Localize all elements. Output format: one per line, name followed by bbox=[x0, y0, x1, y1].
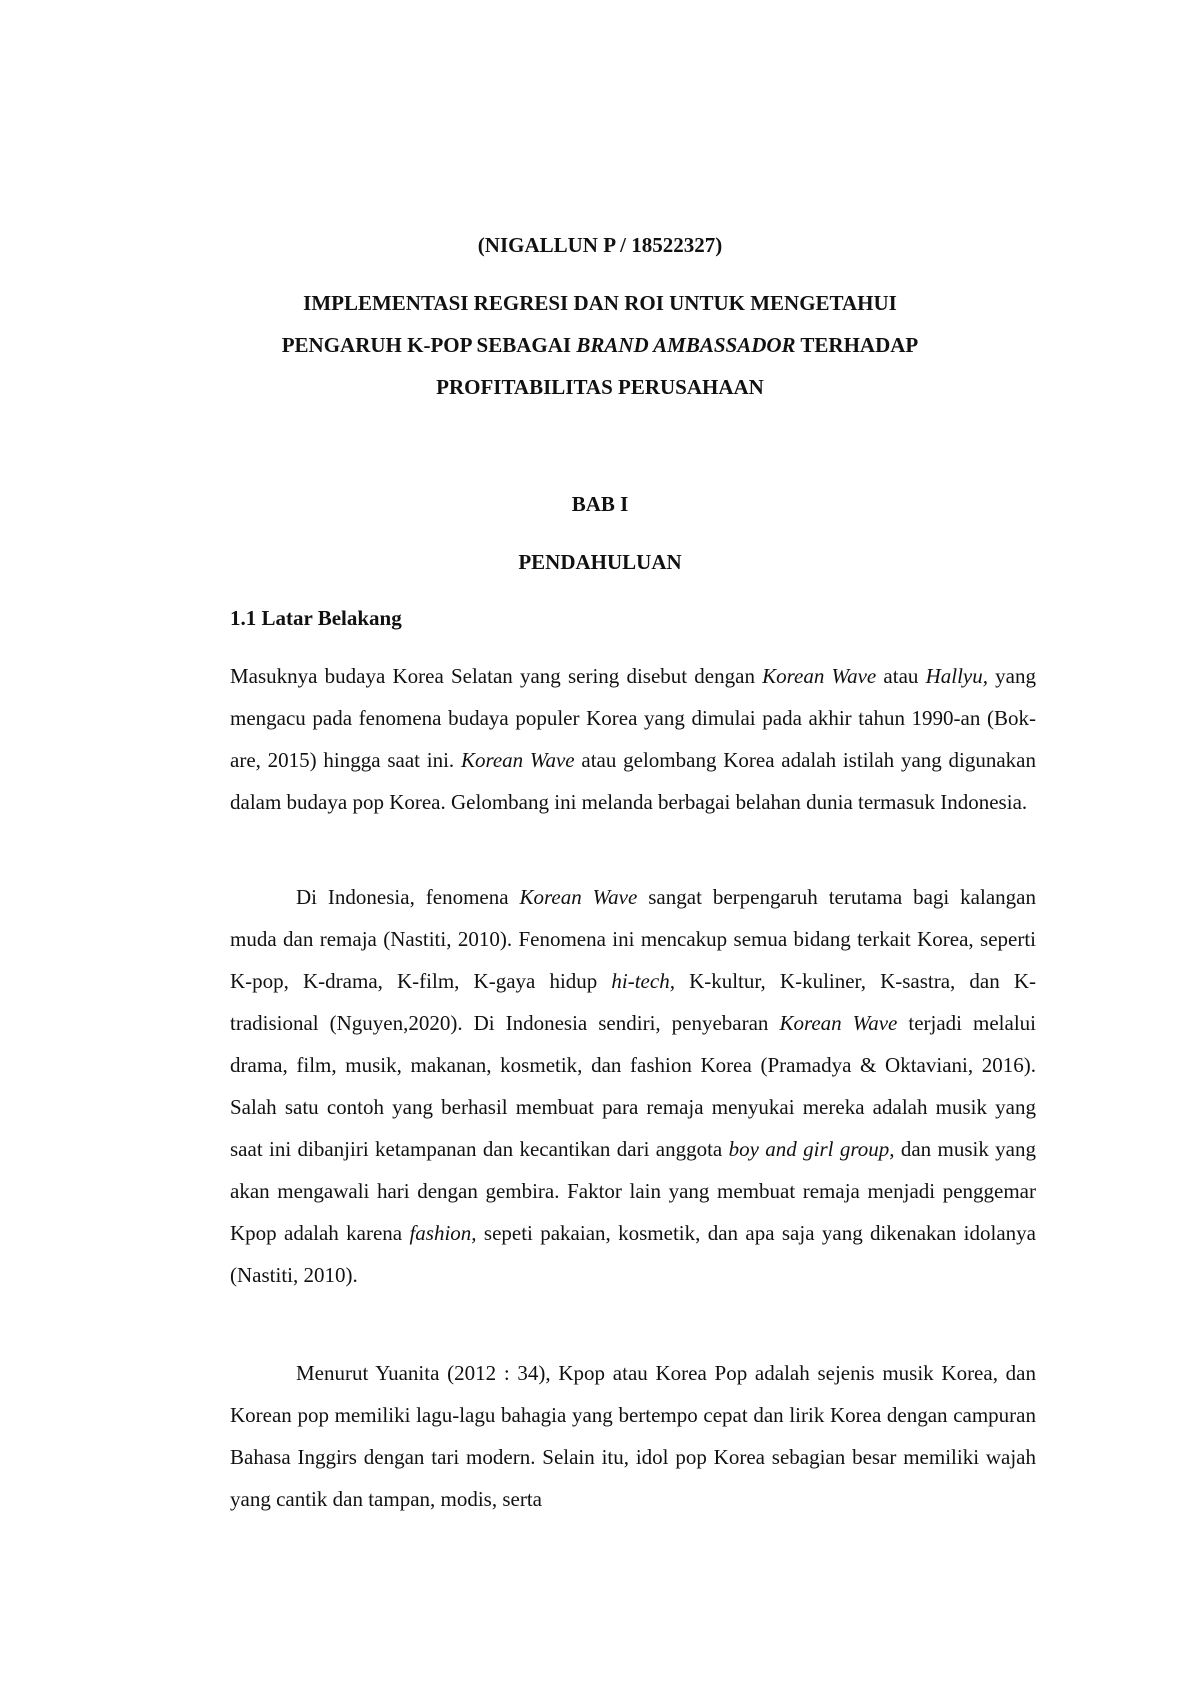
title-italic-term: BRAND AMBASSADOR bbox=[576, 333, 796, 357]
author-line: (NIGALLUN P / 18522327) bbox=[477, 233, 723, 257]
title-line-1: IMPLEMENTASI REGRESI DAN ROI UNTUK MENGETAHUI bbox=[303, 291, 897, 315]
title-line-2-text: PENGARUH K-POP SEBAGAI bbox=[281, 333, 577, 357]
document-title bbox=[150, 282, 1050, 408]
title-line-2-tail: TERHADAP bbox=[795, 333, 919, 357]
title-line-3: PROFITABILITAS PERUSAHAAN bbox=[436, 375, 764, 399]
paragraph-2: Di Indonesia, fenomena Korean Wave sangat berpengaruh terutama bagi kalangan muda dan remaja (Nastiti, 2010). Fenomena ini mencakup semua bidang terkait Korea, seperti K-pop, K-drama, K-film, K-gaya hidup hi-tech, K-kultur, K-kuliner, K-sastra, dan K-tradisional (Nguyen,2020). Di Indonesia sendiri, penyebaran Korean Wave terjadi melalui drama, film, musik, makanan, kosmetik, dan fashion Korea (Pramadya & Oktaviani, 2016). Salah satu contoh yang berhasil membuat para remaja menyukai mereka adalah musik yang saat ini dibanjiri ketampanan dan kecantikan dari anggota boy and girl group, dan musik yang akan mengawali hari dengan gembira. Faktor lain yang membuat remaja menjadi penggemar Kpop adalah karena fashion, sepeti pakaian, kosmetik, dan apa saja yang dikenakan idolanya (Nastiti, 2010). bbox=[230, 885, 1036, 1287]
chapter-title: PENDAHULUAN bbox=[518, 550, 682, 574]
chapter-label: BAB I bbox=[571, 492, 629, 516]
paragraph-3: Menurut Yuanita (2012 : 34), Kpop atau Korea Pop adalah sejenis musik Korea, dan Korean pop memiliki lagu-lagu bahagia yang bertempo cepat dan lirik Korea dengan campuran Bahasa Inggirs dengan tari modern. Selain itu, idol pop Korea sebagian besar memiliki wajah yang cantik dan tampan, modis, serta bbox=[230, 1361, 1036, 1511]
title-line-2 bbox=[150, 324, 1050, 366]
section-heading: 1.1 Latar Belakang bbox=[230, 606, 402, 630]
paragraph-1: Masuknya budaya Korea Selatan yang sering disebut dengan Korean Wave atau Hallyu, yang mengacu pada fenomena budaya populer Korea yang dimulai pada akhir tahun 1990-an (Bok-are, 2015) hingga saat ini. Korean Wave atau gelombang Korea adalah istilah yang digunakan dalam budaya pop Korea. Gelombang ini melanda berbagai belahan dunia termasuk Indonesia. bbox=[230, 664, 1037, 814]
